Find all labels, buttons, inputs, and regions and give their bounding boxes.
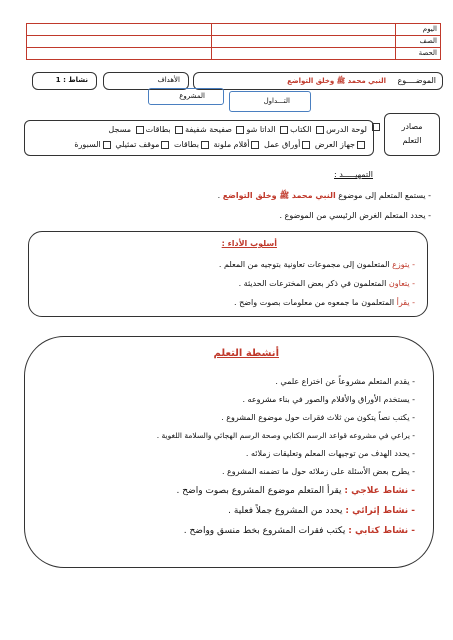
method-box xyxy=(28,231,428,317)
source-item: الكتاب xyxy=(290,125,312,134)
checkbox-icon[interactable] xyxy=(175,126,183,134)
discussion-tag-label: التـــداول xyxy=(263,97,290,105)
sources-label-box xyxy=(384,113,440,156)
header-row-period xyxy=(27,48,440,59)
header-table xyxy=(26,23,441,60)
sources-row-2 xyxy=(74,140,367,149)
activity-label: - نشاط علاجي : xyxy=(344,486,415,496)
intro-line-2: - يحدد المتعلم الغرض الرئيسي من الموضوع . xyxy=(279,211,431,220)
method-text: المتعلمون في ذكر بعض المخترعات الحديثة . xyxy=(238,279,389,288)
method-text: المتعلمون إلى مجموعات تعاونية بتوجيه من المعلم . xyxy=(218,260,393,269)
source-item: موقف تمثيلي xyxy=(115,140,160,149)
checkbox-icon[interactable] xyxy=(201,141,209,149)
activity-item: - يراعي في مشروعه قواعد الرسم الكتابي وصحة الرسم الهجائي والسلامة اللغوية . xyxy=(156,431,415,440)
activity-item: - يحدد الهدف من توجيهات المعلم وتعليقات زملائه . xyxy=(245,449,415,458)
checkbox-icon[interactable] xyxy=(302,141,310,149)
source-item: الداتا شو xyxy=(246,125,276,134)
method-item xyxy=(239,275,415,292)
method-verb: - يتعاون xyxy=(388,279,415,288)
labeled-activity xyxy=(228,503,415,520)
checkbox-icon[interactable] xyxy=(103,141,111,149)
source-item: بطاقات xyxy=(173,140,199,149)
checkbox-icon[interactable] xyxy=(161,141,169,149)
checkbox-icon[interactable] xyxy=(357,141,365,149)
header-label: الصف xyxy=(395,36,440,47)
source-item: جهاز العرض xyxy=(314,140,355,149)
intro-highlight: النبي محمد ﷺ وخلق التواضع xyxy=(222,191,336,200)
checkbox-icon[interactable] xyxy=(280,126,288,134)
intro-title: التمهيـــــد : xyxy=(334,170,373,179)
source-item: مسجل xyxy=(108,125,132,134)
subject-label: الموضــــوع xyxy=(397,76,436,85)
activities-box xyxy=(24,336,434,568)
header-label: الحصة xyxy=(395,48,440,59)
activities-title: أنشطة التعلم xyxy=(213,348,279,359)
activity-box xyxy=(32,72,97,90)
source-item: لوحة الدرس xyxy=(326,125,367,134)
activity-item: - يقدم المتعلم مشروعاً عن اختراع علمي . xyxy=(275,377,415,386)
project-tag xyxy=(148,88,224,105)
method-item xyxy=(219,256,415,273)
activity-text: يقرأ المتعلم موضوع المشروع بصوت واضح . xyxy=(176,486,345,496)
sources-label: مصادر التعلم xyxy=(401,122,423,145)
activity-text: يكتب فقرات المشروع بخط منسق وواضح . xyxy=(183,526,349,536)
source-item: السبورة xyxy=(74,140,101,149)
sources-row-1 xyxy=(108,125,367,134)
checkbox-icon[interactable] xyxy=(136,126,144,134)
activity-label: نشاط : 1 xyxy=(55,76,88,84)
method-verb: - يتوزع xyxy=(392,260,415,269)
activity-item: - يكتب نصاً يتكون من ثلاث فقرات حول موضوع المشروع . xyxy=(221,413,415,422)
header-row-day xyxy=(27,24,440,36)
checkbox-icon[interactable] xyxy=(251,141,259,149)
subject-box xyxy=(193,72,443,90)
header-row-class xyxy=(27,36,440,48)
activity-item: - يستخدم الأوراق والأقلام والصور في بناء مشروعه . xyxy=(242,395,415,404)
method-text: المتعلمون ما جمعوه من معلومات بصوت واضح . xyxy=(234,298,397,307)
objectives-label: الأهداف xyxy=(157,76,180,84)
source-item: بطاقات xyxy=(145,125,171,134)
source-item: صفيحة شفيفة xyxy=(185,125,232,134)
header-label: اليوم xyxy=(395,24,440,35)
intro-line-1 xyxy=(218,190,431,202)
method-title: أسلوب الأداء : xyxy=(221,239,277,248)
activity-label: - نشاط كتابي : xyxy=(348,526,415,536)
sources-box xyxy=(24,120,374,156)
labeled-activity xyxy=(177,483,415,500)
source-item: أقلام ملونة xyxy=(213,140,250,149)
activity-item: - يطرح بعض الأسئلة على زملائه حول ما تضمنه المشروع . xyxy=(221,467,415,476)
intro-text: - يستمع المتعلم إلى موضوع xyxy=(335,191,431,200)
method-item xyxy=(234,294,415,311)
checkbox-icon[interactable] xyxy=(236,126,244,134)
subject-value: النبي محمد ﷺ وخلق التواضع xyxy=(287,77,386,85)
discussion-tag xyxy=(229,91,311,112)
intro-text: . xyxy=(217,191,223,200)
source-item: أوراق عمل xyxy=(263,140,301,149)
checkbox-icon[interactable] xyxy=(316,126,324,134)
method-verb: - يقرأ xyxy=(396,298,415,307)
project-tag-label: المشروع xyxy=(179,92,205,100)
labeled-activity xyxy=(184,523,415,540)
activity-text: يحدد من المشروع جملاً فعلية . xyxy=(228,506,346,516)
activity-label: - نشاط إثرائي : xyxy=(345,506,415,516)
